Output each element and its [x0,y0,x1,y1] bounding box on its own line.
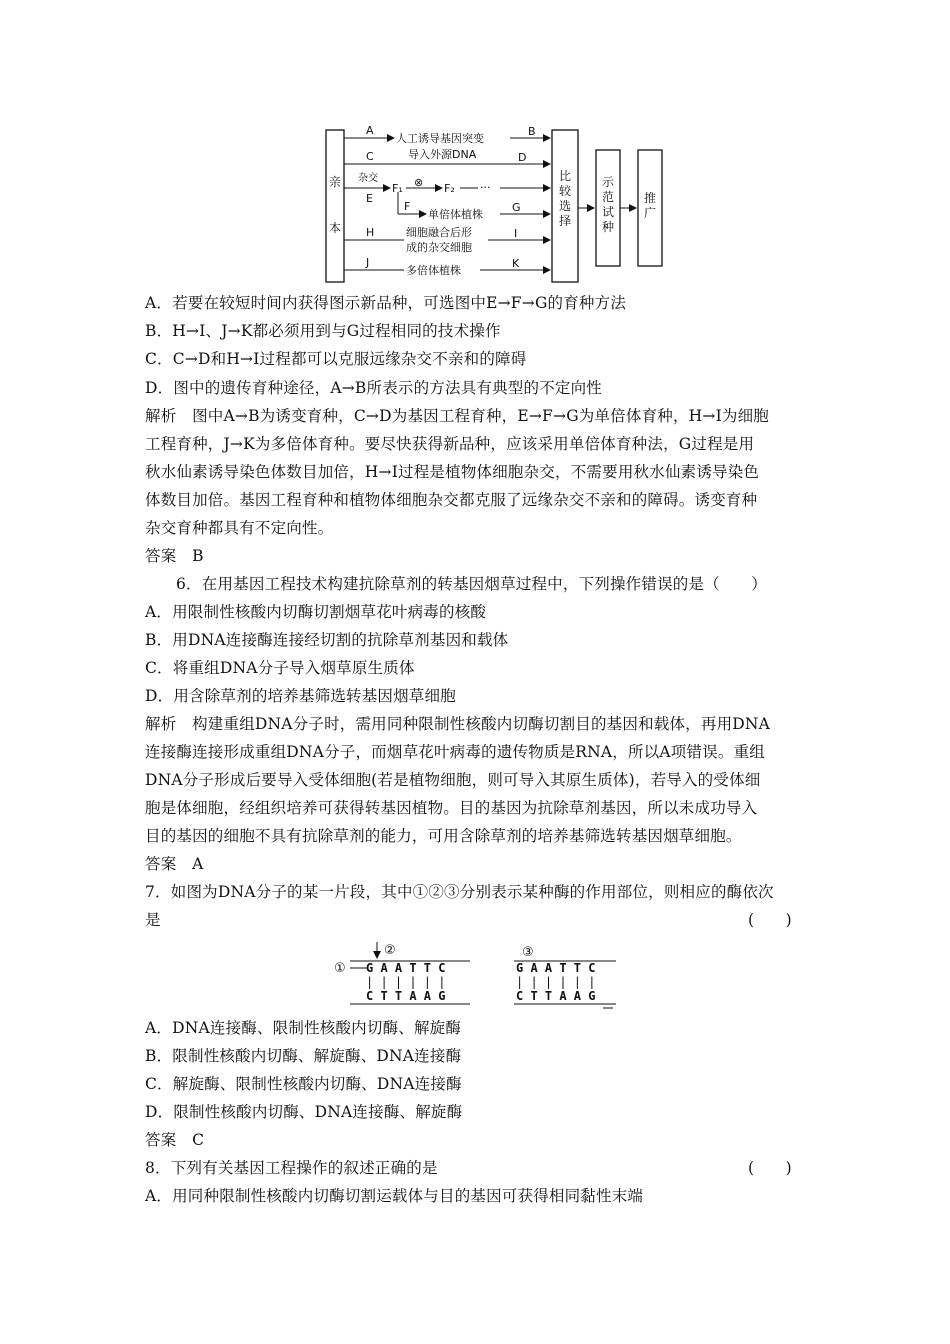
q5-answer: 答案 B [145,547,204,565]
q6-analysis-line-3: DNA分子形成后要导入受体细胞(若是植物细胞，则可导入其原生质体)，若导入的受体细 [145,771,761,789]
label-I: I [514,227,518,240]
row-fusion-1: 细胞融合后形 [406,226,472,239]
q5-option-c: C．C→D和H→I过程都可以克服远缘杂交不亲和的障碍 [145,350,527,368]
q7-option-d: D．限制性核酸内切酶、DNA连接酶、解旋酶 [145,1103,463,1121]
q7-answer: 答案 C [145,1131,205,1149]
q6-answer: 答案 A [145,855,204,873]
label-B: B [528,125,536,138]
q8-option-a: A．用同种限制性核酸内切酶切割运载体与目的基因可获得相同黏性末端 [145,1187,644,1205]
mark-3: ③ [522,945,534,960]
q5-option-d: D．图中的遗传育种途径，A→B所表示的方法具有典型的不定向性 [145,379,603,397]
q6-option-d: D．用含除草剂的培养基筛选转基因烟草细胞 [145,687,456,705]
label-A: A [366,124,374,137]
q5-analysis-line-3: 秋水仙素诱导染色体数目加倍，H→I过程是植物体细胞杂交，不需要用秋水仙素诱导染色 [145,463,760,481]
cross-label: 杂交 [358,173,378,184]
label-G: G [512,201,521,214]
left-bottom-strand: C T T A A G [366,989,446,1003]
q6-option-b: B．用DNA连接酶连接经切割的抗除草剂基因和载体 [145,631,509,649]
row-fusion-2: 成的杂交细胞 [406,241,472,254]
parent-box [326,130,344,282]
row-foreign-dna: 导入外源DNA [408,148,477,161]
q7-option-b: B．限制性核酸内切酶、解旋酶、DNA连接酶 [145,1047,462,1065]
q8-stem: 8．下列有关基因工程操作的叙述正确的是 [145,1159,438,1177]
dna-fragment-diagram [330,940,630,1010]
q6-analysis-line-1: 解析 构建重组DNA分子时，需用同种限制性核酸内切酶切割目的基因和载体，再用DNA [145,715,771,733]
label-J: J [366,256,370,269]
parent-label-1: 亲 [328,175,342,189]
breeding-diagram [320,124,670,288]
q7-stem-1: 7．如图为DNA分子的某一片段，其中①②③分别表示某种酶的作用部位，则相应的酶依次 [145,883,774,901]
q8-blank: ( ) [748,1159,792,1177]
parent-label-2: 本 [328,221,342,235]
right-bottom-strand: C T T A A G [516,989,596,1003]
left-top-strand: G A A T T C [366,961,446,975]
ellipsis: ··· [480,181,491,194]
right-top-strand: G A A T T C [516,961,596,975]
f1-label: F₁ [392,182,403,195]
promote-label: 推广 [643,191,657,220]
mark-1: ① [334,961,346,976]
q6-option-c: C．将重组DNA分子导入烟草原生质体 [145,659,415,677]
label-H: H [366,226,375,239]
q5-analysis-line-1: 解析 图中A→B为诱变育种，C→D为基因工程育种，E→F→G为单倍体育种，H→I为细胞 [145,407,770,425]
q7-option-c: C．解旋酶、限制性核酸内切酶、DNA连接酶 [145,1075,462,1093]
q5-analysis-line-5: 杂交育种都具有不定向性。 [145,519,334,537]
q5-analysis-line-4: 体数目加倍。基因工程育种和植物体细胞杂交都克服了远缘杂交不亲和的障碍。诱变育种 [145,491,758,509]
label-K: K [512,257,520,270]
q6-analysis-line-5: 目的基因的细胞不具有抗除草剂的能力，可用含除草剂的培养基筛选转基因烟草细胞。 [145,827,742,845]
q6-analysis-line-4: 胞是体细胞，经组织培养可获得转基因植物。目的基因为抗除草剂基因，所以未成功导入 [145,799,758,817]
label-F: F [404,200,411,213]
compare-label: 比较选择 [558,169,572,228]
q5-analysis-line-2: 工程育种，J→K为多倍体育种。要尽快获得新品种，应该采用单倍体育种法，G过程是用 [145,435,755,453]
q6-option-a: A．用限制性核酸内切酶切割烟草花叶病毒的核酸 [145,603,487,621]
q6-analysis-line-2: 连接酶连接形成重组DNA分子，而烟草花叶病毒的遗传物质是RNA，所以A项错误。重组 [145,743,766,761]
label-D: D [518,151,527,164]
mark-2: ② [384,943,396,958]
self-cross-symbol: ⊗ [414,176,424,189]
row-mutation: 人工诱导基因突变 [396,132,484,145]
q6-stem: 6．在用基因工程技术构建抗除草剂的转基因烟草过程中，下列操作错误的是（ ） [176,575,767,593]
row-polyploid: 多倍体植株 [406,264,461,277]
right-bonds: | | | | | | [516,975,596,989]
q5-option-a: A．若要在较短时间内获得图示新品种，可选图中E→F→G的育种方法 [145,294,627,312]
demo-label: 示范试种 [601,175,615,234]
q5-option-b: B．H→I、J→K都必须用到与G过程相同的技术操作 [145,322,501,340]
left-bonds: | | | | | | [366,975,446,989]
q7-stem-2: 是 [145,911,161,929]
f2-label: F₂ [444,182,455,195]
label-E: E [366,192,373,205]
q7-blank: ( ) [748,911,792,929]
q7-option-a: A．DNA连接酶、限制性核酸内切酶、解旋酶 [145,1019,462,1037]
row-haploid: 单倍体植株 [428,208,483,221]
label-C: C [366,150,374,163]
